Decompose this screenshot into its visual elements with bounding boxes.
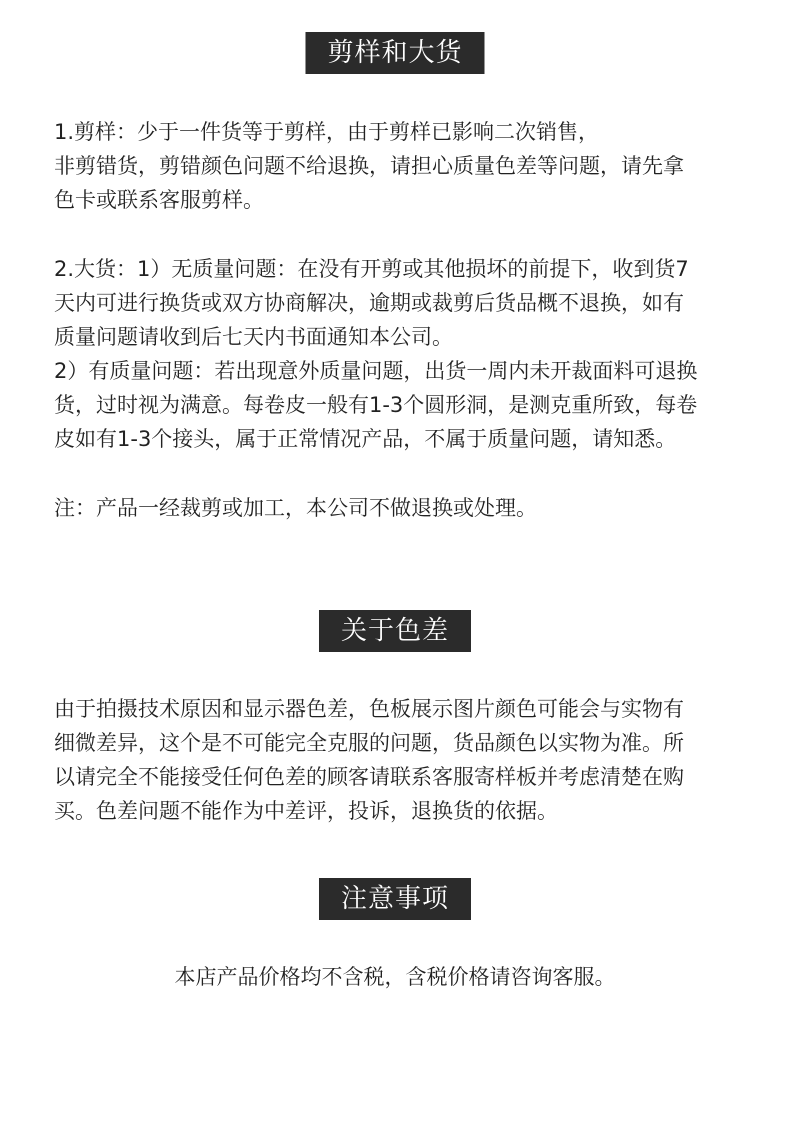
text-line: 由于拍摄技术原因和显示器色差，色板展示图片颜色可能会与实物有: [54, 697, 684, 721]
text-line: 2.大货：1）无质量问题：在没有开剪或其他损坏的前提下，收到货7: [54, 257, 689, 281]
text-line: 皮如有1-3个接头，属于正常情况产品，不属于质量问题，请知悉。: [54, 427, 677, 451]
text-line: 非剪错货，剪错颜色问题不给退换，请担心质量色差等问题，请先拿: [54, 154, 684, 178]
text-line: 色卡或联系客服剪样。: [54, 188, 264, 212]
text-line: 质量问题请收到后七天内书面通知本公司。: [54, 325, 453, 349]
paragraph-color-difference: [54, 692, 744, 828]
text-line: 货，过时视为满意。每卷皮一般有1-3个圆形洞，是测克重所致，每卷: [54, 393, 698, 417]
text-line: 以请完全不能接受任何色差的顾客请联系客服寄样板并考虑清楚在购: [54, 765, 684, 789]
text-line: 2）有质量问题：若出现意外质量问题，出货一周内未开裁面料可退换: [54, 359, 698, 383]
section-title-sample-bulk: 剪样和大货: [305, 32, 484, 74]
text-line: 天内可进行换货或双方协商解决，逾期或裁剪后货品概不退换，如有: [54, 291, 684, 315]
notice-text: 本店产品价格均不含税，含税价格请咨询客服。: [174, 965, 616, 989]
text-line: 细微差异，这个是不可能完全克服的问题，货品颜色以实物为准。所: [54, 731, 684, 755]
text-line: 买。色差问题不能作为中差评，投诉，退换货的依据。: [54, 799, 558, 823]
section-title-color-difference: 关于色差: [319, 610, 471, 652]
section-title-notice: 注意事项: [319, 878, 471, 920]
text-line: 1.剪样：少于一件货等于剪样，由于剪样已影响二次销售，: [54, 120, 600, 144]
paragraph-note: [54, 491, 744, 525]
note-text: 注：产品一经裁剪或加工，本公司不做退换或处理。: [54, 496, 537, 520]
paragraph-sample: [54, 115, 744, 217]
paragraph-bulk: [54, 252, 744, 456]
